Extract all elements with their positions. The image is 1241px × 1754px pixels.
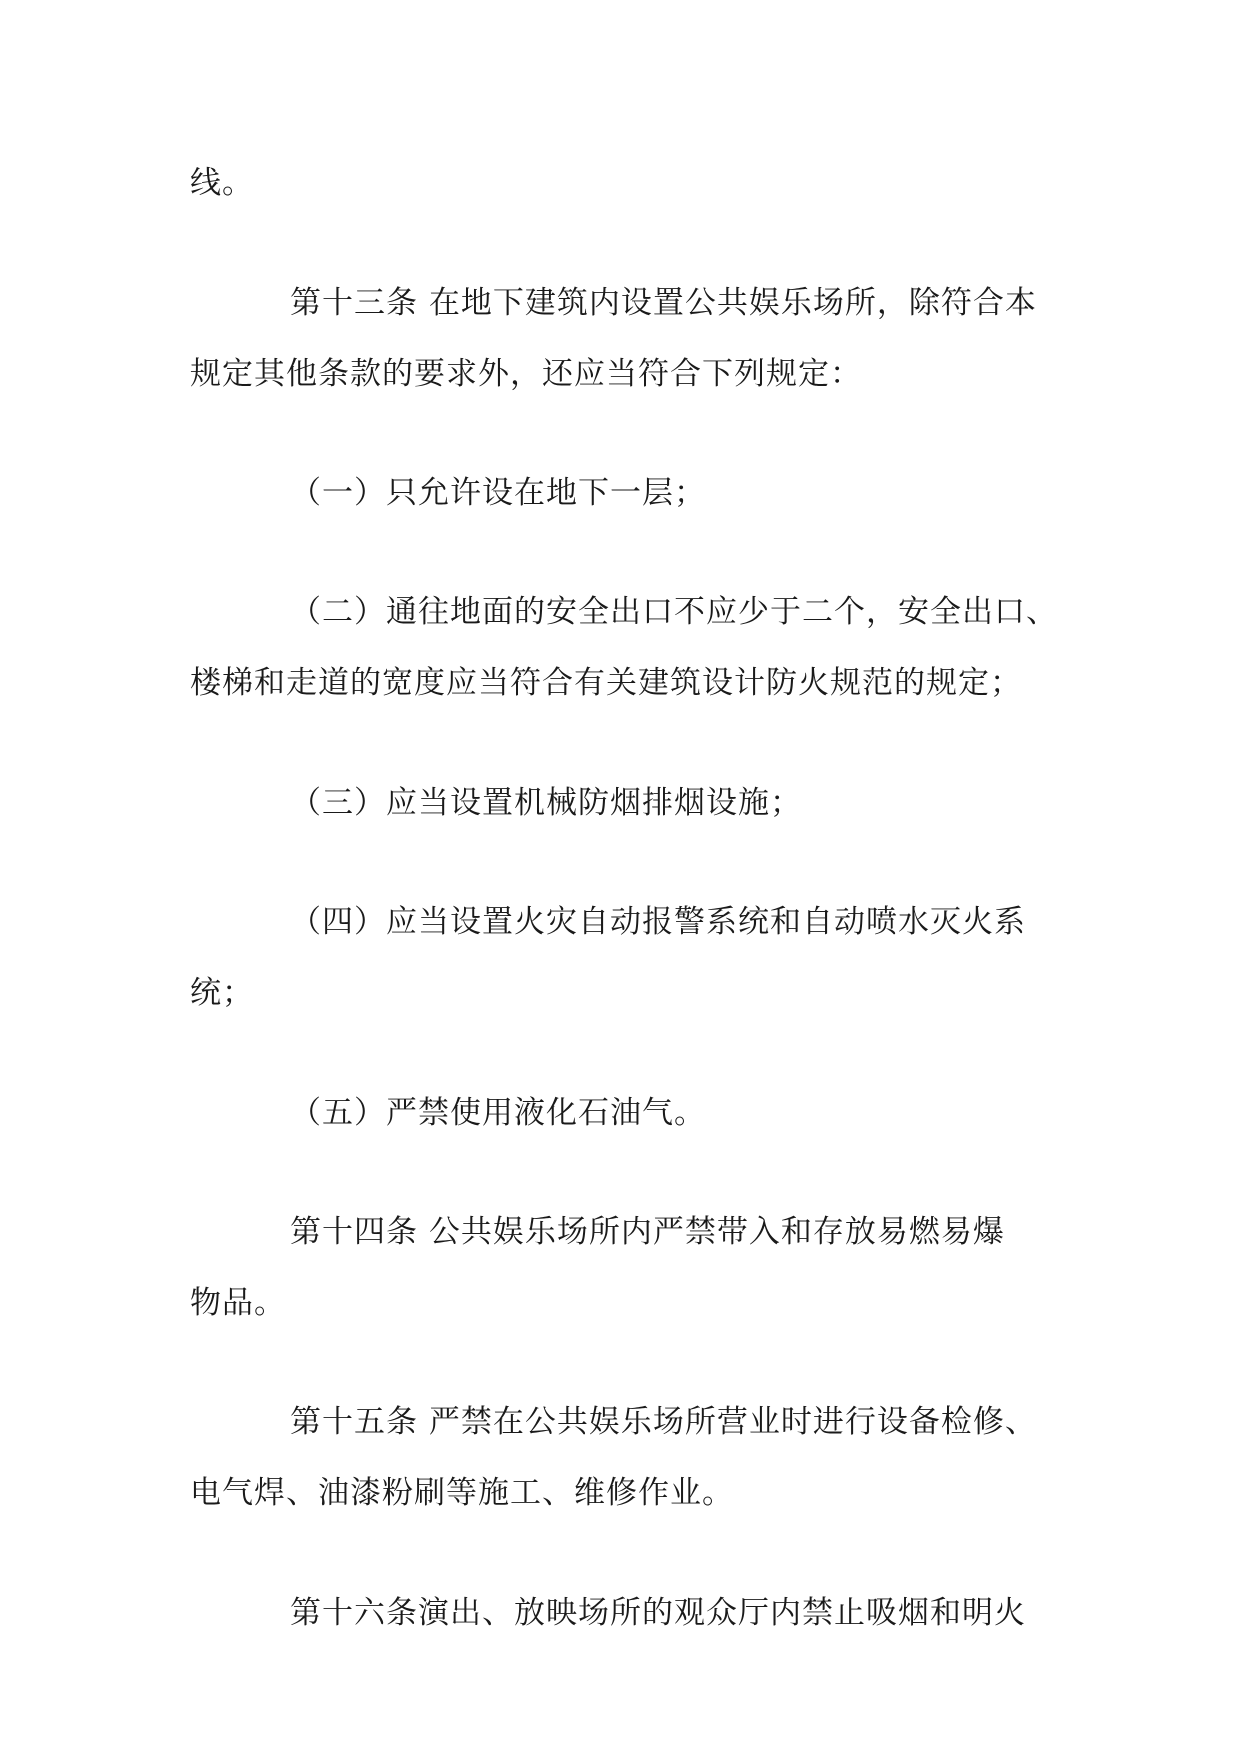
text-line: 物品。 bbox=[190, 1285, 286, 1321]
list-item-5: （五）严禁使用液化石油气。 bbox=[290, 1095, 706, 1131]
article-15-line: 第十五条 严禁在公共娱乐场所营业时进行设备检修、 bbox=[290, 1404, 1037, 1440]
text-line: 线。 bbox=[190, 165, 254, 201]
article-16-line: 第十六条演出、放映场所的观众厅内禁止吸烟和明火 bbox=[290, 1595, 1026, 1631]
article-14-line: 第十四条 公共娱乐场所内严禁带入和存放易燃易爆 bbox=[290, 1214, 1005, 1250]
list-item-2: （二）通往地面的安全出口不应少于二个，安全出口、 bbox=[290, 594, 1058, 630]
list-item-3: （三）应当设置机械防烟排烟设施； bbox=[290, 785, 802, 821]
list-item-1: （一）只允许设在地下一层； bbox=[290, 475, 706, 511]
list-item-4: （四）应当设置火灾自动报警系统和自动喷水灭火系 bbox=[290, 904, 1026, 940]
text-line: 规定其他条款的要求外，还应当符合下列规定： bbox=[190, 356, 862, 392]
text-line: 统； bbox=[190, 975, 254, 1011]
text-line: 电气焊、油漆粉刷等施工、维修作业。 bbox=[190, 1475, 734, 1511]
article-13-line: 第十三条 在地下建筑内设置公共娱乐场所，除符合本 bbox=[290, 285, 1037, 321]
text-line: 楼梯和走道的宽度应当符合有关建筑设计防火规范的规定； bbox=[190, 665, 1022, 701]
